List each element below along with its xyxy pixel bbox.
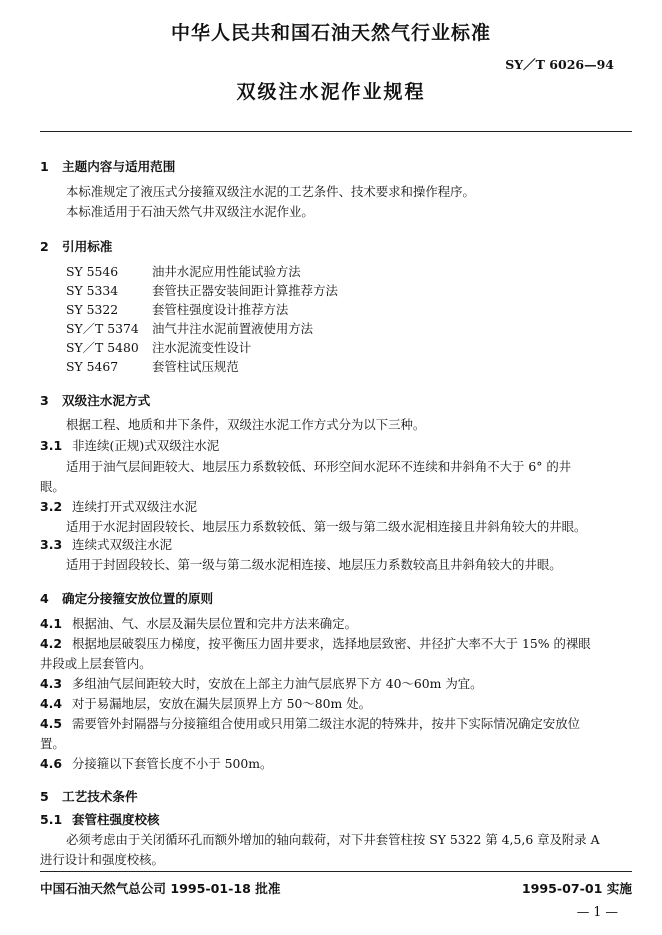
section-5-heading: 5 工艺技术条件 (40, 789, 138, 804)
clause-4-6: 4.6 分接箍以下套管长度不小于 500m。 (40, 756, 273, 771)
section-4-heading: 4 确定分接箍安放位置的原则 (40, 591, 214, 606)
clause-3-2-text: 适用于水泥封固段较长、地层压力系数较低、第一级与第二级水泥相连接且井斜角较大的井眼。 (66, 519, 587, 534)
reference-item: SY 5467 套管柱试压规范 (66, 359, 239, 374)
clause-3-2-heading: 3.2 连续打开式双级注水泥 (40, 499, 198, 514)
reference-item: SY 5334 套管扶正器安装间距计算推荐方法 (66, 283, 338, 298)
section-1-heading: 1 主题内容与适用范围 (40, 159, 176, 174)
approval-line: 中国石油天然气总公司 1995-01-18 批准 (40, 881, 281, 896)
clause-4-1: 4.1 根据油、气、水层及漏失层位置和完井方法来确定。 (40, 616, 357, 631)
clause-5-1-text: 必须考虑由于关闭循环孔而额外增加的轴向载荷，对下井套管柱按 SY 5322 第 4,5,6 章及附录 A (66, 832, 600, 847)
clause-3-1-text-cont: 眼。 (40, 479, 65, 494)
clause-4-5-cont: 置。 (40, 736, 65, 751)
clause-4-2-cont: 井段或上层套管内。 (40, 656, 152, 671)
clause-4-2: 4.2 根据地层破裂压力梯度，按平衡压力固井要求，选择地层致密、井径扩大率不大于 15% 的裸眼 (40, 636, 591, 651)
standard-code: SY／T 6026—94 (505, 57, 614, 72)
reference-item: SY 5322 套管柱强度设计推荐方法 (66, 302, 289, 317)
standard-title: 中华人民共和国石油天然气行业标准 (170, 22, 491, 44)
page-number: — 1 — (576, 904, 618, 919)
clause-3-1-text: 适用于油气层间距较大、地层压力系数较低、环形空间水泥环不连续和井斜角不大于 6° 的井 (66, 459, 572, 474)
clause-4-5: 4.5 需要管外封隔器与分接箍组合使用或只用第二级注水泥的特殊井，按井下实际情况确定安放位 (40, 716, 581, 731)
section-2-heading: 2 引用标准 (40, 239, 113, 254)
header-rule (40, 131, 632, 132)
footer-rule (40, 871, 632, 872)
section-1-para-1: 本标准规定了液压式分接箍双级注水泥的工艺条件、技术要求和操作程序。 (66, 184, 475, 199)
clause-4-4: 4.4 对于易漏地层，安放在漏失层顶界上方 50～80m 处。 (40, 696, 371, 711)
clause-3-3-text: 适用于封固段较长、第一级与第二级水泥相连接、地层压力系数较高且井斜角较大的井眼。 (66, 557, 562, 572)
section-3-intro: 根据工程、地质和井下条件，双级注水泥工作方式分为以下三种。 (66, 417, 426, 432)
implementation-date: 1995-07-01 实施 (521, 881, 632, 896)
clause-3-3-heading: 3.3 连续式双级注水泥 (40, 537, 173, 552)
reference-item: SY 5546 油井水泥应用性能试验方法 (66, 264, 301, 279)
clause-3-1-heading: 3.1 非连续(正规)式双级注水泥 (40, 438, 220, 453)
document-title: 双级注水泥作业规程 (236, 81, 426, 103)
section-3-heading: 3 双级注水泥方式 (40, 393, 151, 408)
clause-5-1-text-cont: 进行设计和强度校核。 (40, 852, 164, 867)
reference-item: SY／T 5374 油气井注水泥前置液使用方法 (66, 321, 314, 336)
section-1-para-2: 本标准适用于石油天然气井双级注水泥作业。 (66, 204, 314, 219)
clause-5-1-heading: 5.1 套管柱强度校核 (40, 812, 160, 827)
clause-4-3: 4.3 多组油气层间距较大时，安放在上部主力油气层底界下方 40～60m 为宜。 (40, 676, 483, 691)
reference-item: SY／T 5480 注水泥流变性设计 (66, 340, 252, 355)
